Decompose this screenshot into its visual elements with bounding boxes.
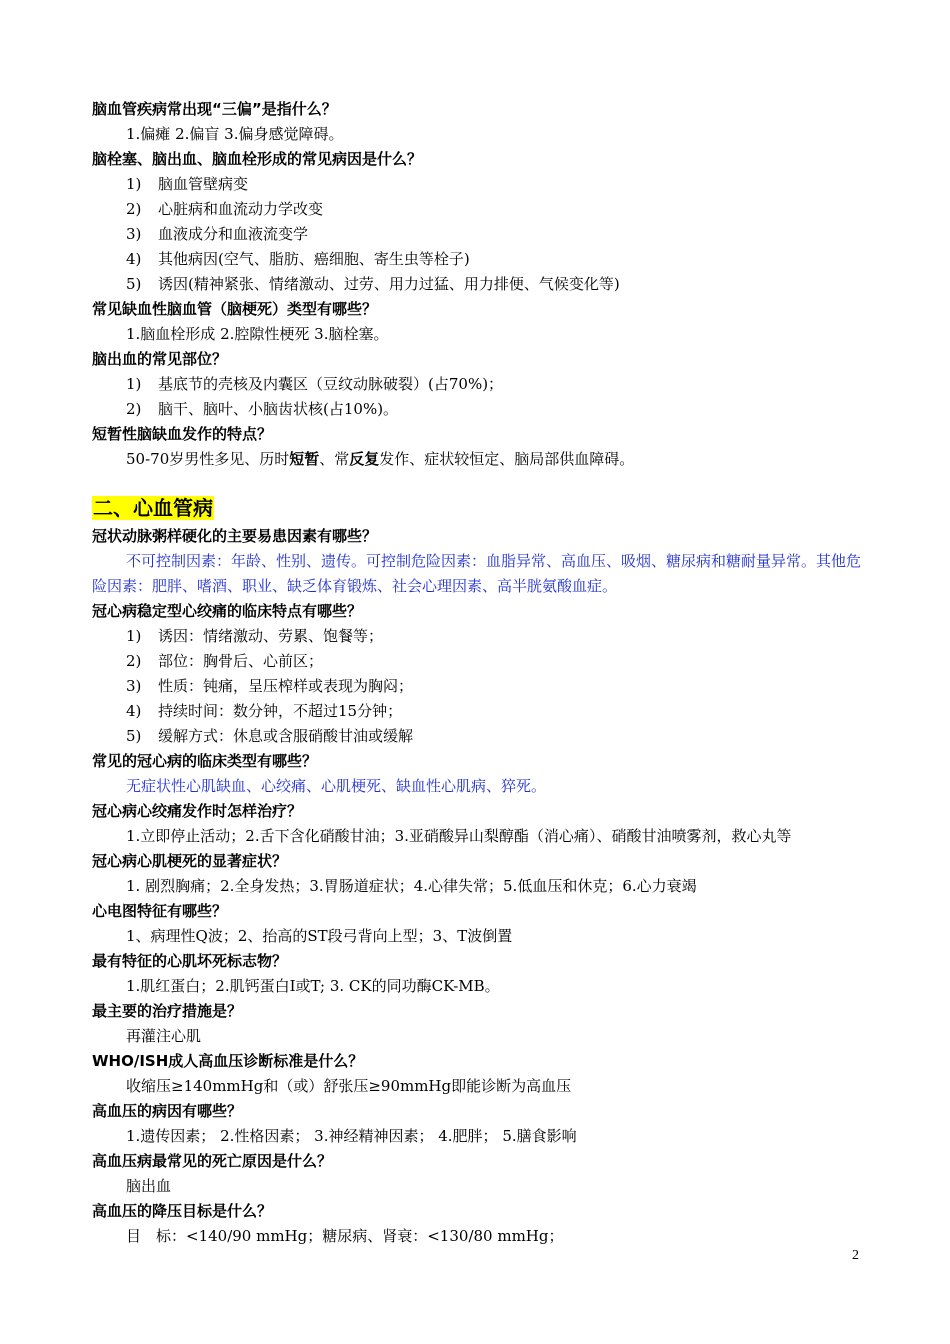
question-angina-treatment: 冠心病心绞痛发作时怎样治疗？ <box>92 802 303 820</box>
question-main-treatment: 最主要的治疗措施是？ <box>92 1002 243 1020</box>
question-htn-criteria: WHO/ISH成人高血压诊断标准是什么？ <box>92 1052 364 1070</box>
answer-htn-criteria: 收缩压≥140mmHg和（或）舒张压≥90mmHg即能诊断为高血压 <box>126 1077 572 1095</box>
answer-main-treatment: 再灌注心肌 <box>126 1027 202 1045</box>
list-item: 1) 诱因：情绪激动、劳累、饱餐等； <box>126 627 384 645</box>
answer-ecg-features: 1、病理性Q波；2、抬高的ST段弓背向上型；3、T波倒置 <box>126 927 513 945</box>
question-angina-features: 冠心病稳定型心绞痛的临床特点有哪些？ <box>92 602 363 620</box>
list-item: 4) 其他病因(空气、脂肪、癌细胞、寄生虫等栓子) <box>126 250 470 268</box>
answer-chd-types: 无症状性心肌缺血、心绞痛、心肌梗死、缺血性心肌病、猝死。 <box>126 777 547 795</box>
answer-sanpian: 1.偏瘫 2.偏盲 3.偏身感觉障碍。 <box>126 125 344 143</box>
section-heading: 二、心血管病 <box>93 496 213 520</box>
question-necrosis-markers: 最有特征的心肌坏死标志物？ <box>92 952 288 970</box>
question-htn-causes: 高血压的病因有哪些？ <box>92 1102 243 1120</box>
page-content <box>92 97 872 1249</box>
answer-angina-treatment: 1.立即停止活动；2.舌下含化硝酸甘油；3.亚硝酸异山梨醇酯（消心痛）、硝酸甘油喷雾剂，救心丸等 <box>126 827 792 845</box>
question-hemorrhage-sites: 脑出血的常见部位？ <box>92 350 228 368</box>
list-item: 1) 基底节的壳核及内囊区（豆纹动脉破裂）(占70%)； <box>126 375 504 393</box>
question-ecg-features: 心电图特征有哪些？ <box>92 902 228 920</box>
page-number: 2 <box>852 1248 859 1263</box>
list-item: 3) 血液成分和血液流变学 <box>126 225 309 243</box>
list-item: 1) 脑血管壁病变 <box>126 175 249 193</box>
list-item: 2) 心脏病和血流动力学改变 <box>126 200 324 218</box>
list-item: 5) 缓解方式：休息或含服硝酸甘油或缓解 <box>126 727 414 745</box>
answer-infarction-types: 1.脑血栓形成 2.腔隙性梗死 3.脑栓塞。 <box>126 325 389 343</box>
question-stroke-causes: 脑栓塞、脑出血、脑血栓形成的常见病因是什么？ <box>92 150 423 168</box>
question-htn-target: 高血压的降压目标是什么？ <box>92 1202 273 1220</box>
list-item: 5) 诱因(精神紧张、情绪激动、过劳、用力过猛、用力排便、气候变化等) <box>126 275 620 293</box>
answer-htn-target: 目 标：<140/90 mmHg；糖尿病、肾衰：<130/80 mmHg； <box>126 1227 564 1245</box>
list-item: 2) 部位：胸骨后、心前区； <box>126 652 324 670</box>
question-sanpian: 脑血管疾病常出现“三偏”是指什么？ <box>92 100 337 118</box>
answer-necrosis-markers: 1.肌红蛋白；2.肌钙蛋白I或T; 3. CK的同功酶CK-MB。 <box>126 977 500 995</box>
list-item: 4) 持续时间：数分钟，不超过15分钟； <box>126 702 403 720</box>
answer-htn-death-cause: 脑出血 <box>126 1177 172 1195</box>
answer-mi-symptoms: 1. 剧烈胸痛；2.全身发热；3.胃肠道症状；4.心律失常；5.低血压和休克；6.心力衰竭 <box>126 877 697 895</box>
answer-tia: 50-70岁男性多见、历时短暂、常反复发作、症状较恒定、脑局部供血障碍。 <box>126 450 635 468</box>
answer-risk-factors: 不可控制因素：年龄、性别、遗传。可控制危险因素：血脂异常、高血压、吸烟、糖尿病和糖耐量异常。其他危险因素：肥胖、嗜酒、职业、缺乏体育锻炼、社会心理因素、高半胱氨酸血症。 <box>92 552 862 595</box>
question-tia: 短暂性脑缺血发作的特点？ <box>92 425 273 443</box>
question-chd-types: 常见的冠心病的临床类型有哪些？ <box>92 752 318 770</box>
answer-htn-causes: 1.遗传因素； 2.性格因素； 3.神经精神因素； 4.肥胖； 5.膳食影响 <box>126 1127 577 1145</box>
question-risk-factors: 冠状动脉粥样硬化的主要易患因素有哪些？ <box>92 527 378 545</box>
list-item: 3) 性质：钝痛，呈压榨样或表现为胸闷； <box>126 677 414 695</box>
list-item: 2) 脑干、脑叶、小脑齿状核(占10%)。 <box>126 400 399 418</box>
question-mi-symptoms: 冠心病心肌梗死的显著症状？ <box>92 852 288 870</box>
question-htn-death-cause: 高血压病最常见的死亡原因是什么？ <box>92 1152 333 1170</box>
question-infarction-types: 常见缺血性脑血管（脑梗死）类型有哪些？ <box>92 300 378 318</box>
